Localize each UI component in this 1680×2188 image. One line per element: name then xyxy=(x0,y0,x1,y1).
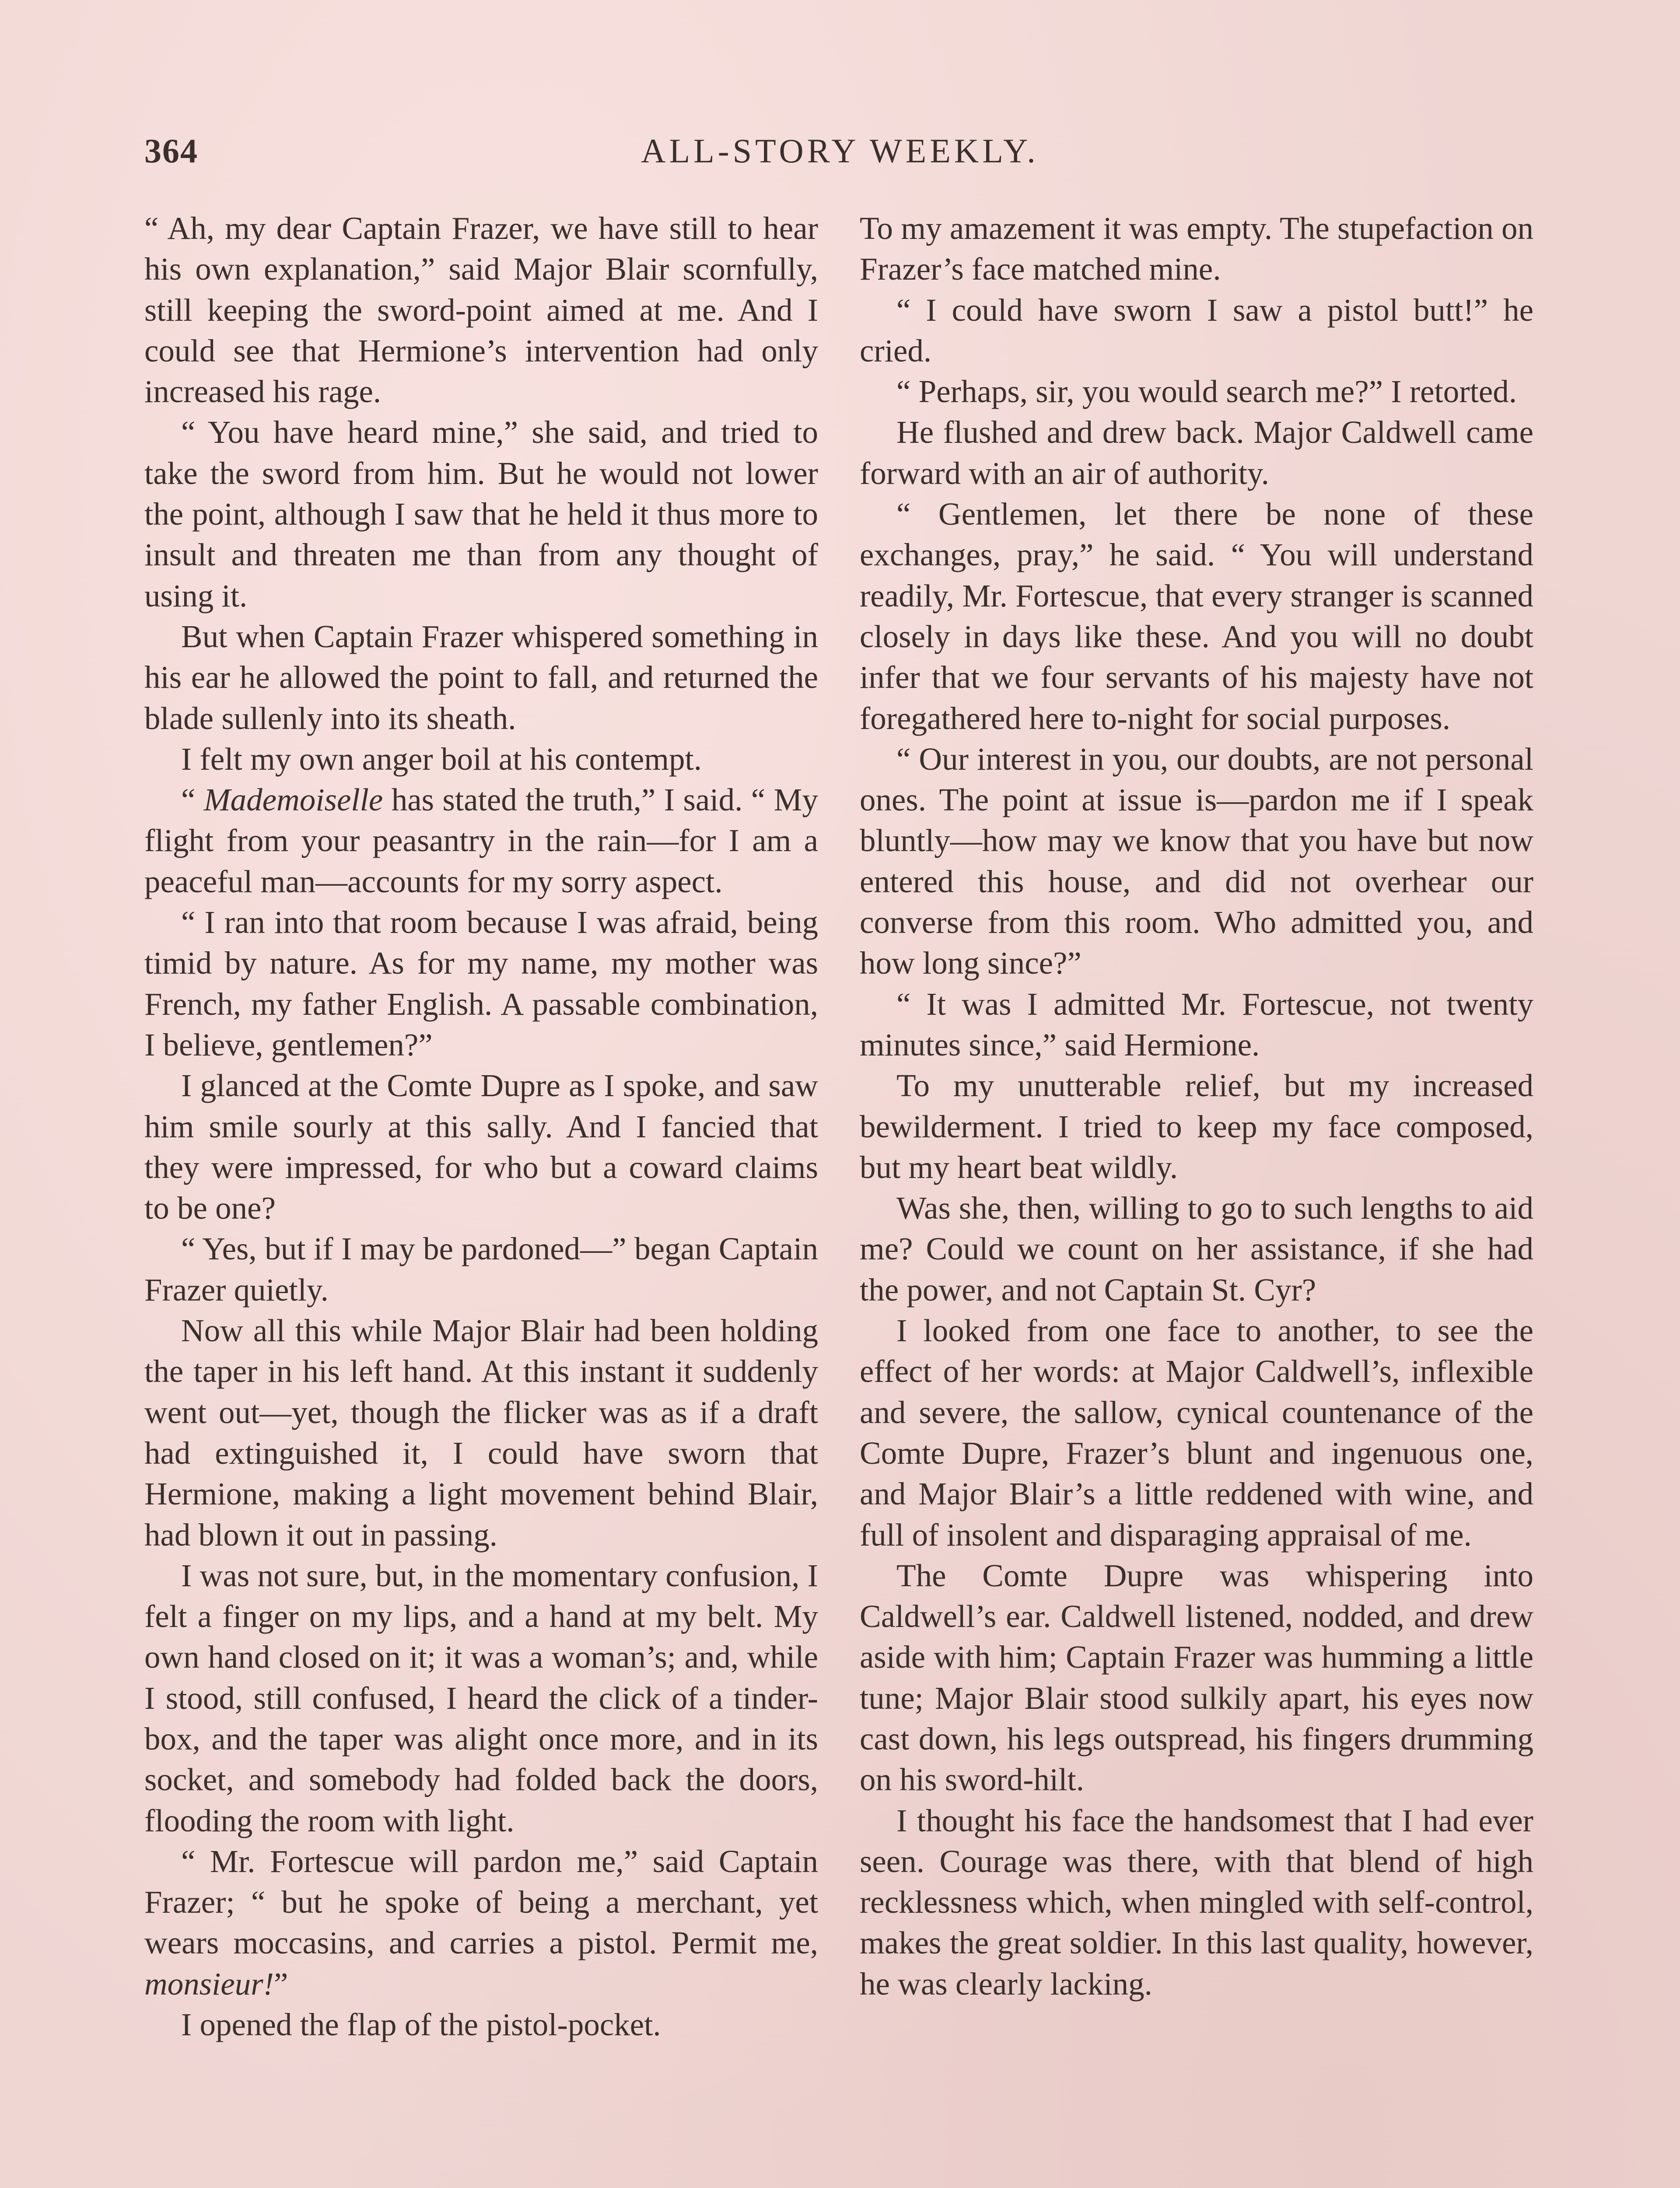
paragraph xyxy=(860,290,1533,372)
italic-text: monsieur! xyxy=(144,1966,274,2002)
paragraph-text: I was not sure, but, in the momentary confusion, I felt a finger on my lips, and a hand at my belt. My own hand closed on it; it was a woman’s; and, while I stood, still confused, I heard the click of a tinder-box, and the taper was alight once more, and in its socket, and somebody had folded back the doors, flooding the room with light. xyxy=(144,1557,818,1838)
paragraph xyxy=(860,1065,1533,1188)
paragraph-text: To my amazement it was empty. The stupefaction on Frazer’s face matched mine. xyxy=(860,210,1533,287)
paragraph-text: “ I ran into that room because I was afraid, being timid by nature. As for my name, my mother was French, my father English. A passable combination, I believe, gentlemen?” xyxy=(144,905,818,1062)
paragraph-text: I felt my own anger boil at his contempt. xyxy=(181,741,702,777)
paragraph xyxy=(860,1188,1533,1310)
paragraph xyxy=(144,616,818,739)
paragraph xyxy=(144,1555,818,1841)
paragraph xyxy=(860,371,1533,412)
paragraph-text: “ Our interest in you, our doubts, are not personal ones. The point at issue is—pardon me if I speak bluntly—how may we know that you have but now entered this house, and did not overhear our converse from this room. Who admitted you, and how long since?” xyxy=(860,741,1533,981)
paragraph-text: “ Ah, my dear Captain Frazer, we have still to hear his own explanation,” said Major Blair scornfully, still keeping the sword-point aimed at me. And I could see that Hermione’s intervention had only increased his rage. xyxy=(144,210,818,410)
paragraph xyxy=(144,1228,818,1310)
paragraph xyxy=(144,2004,818,2045)
page-number: 364 xyxy=(144,132,198,170)
paragraph xyxy=(860,739,1533,984)
paragraph xyxy=(144,1065,818,1228)
paragraph-text: “ Perhaps, sir, you would search me?” I retorted. xyxy=(896,374,1517,410)
paragraph-text: “ You have heard mine,” she said, and tried to take the sword from him. But he would not lower the point, although I saw that he held it thus more to insult and threaten me than from any thought of using it. xyxy=(144,414,818,614)
paragraph-text: I opened the flap of the pistol-pocket. xyxy=(181,2007,661,2043)
paragraph xyxy=(144,902,818,1065)
paragraph xyxy=(144,739,818,779)
running-title: ALL-STORY WEEKLY. xyxy=(641,132,1039,170)
paragraph xyxy=(144,208,818,412)
page-header xyxy=(144,131,1536,184)
paragraph-text: I glanced at the Comte Dupre as I spoke, and saw him smile sourly at this sally. And I fancied that they were impressed, for who but a coward claims to be one? xyxy=(144,1068,818,1226)
left-text-column xyxy=(144,208,818,2045)
paragraph-text: He flushed and drew back. Major Caldwell came forward with an air of authority. xyxy=(860,414,1533,491)
paragraph xyxy=(144,412,818,616)
paragraph-text: “ It was I admitted Mr. Fortescue, not twenty minutes since,” said Hermione. xyxy=(860,986,1533,1062)
paragraph-text: “ xyxy=(181,782,204,818)
paragraph xyxy=(144,779,818,902)
paragraph xyxy=(860,1310,1533,1555)
paragraph-text: “ Yes, but if I may be pardoned—” began Captain Frazer quietly. xyxy=(144,1231,818,1308)
right-text-column xyxy=(860,208,1533,2004)
paragraph xyxy=(144,1310,818,1555)
paragraph-text: “ Gentlemen, let there be none of these exchanges, pray,” he said. “ You will understand readily, Mr. Fortescue, that every stranger is scanned closely in days like these. And you will no doubt infer that we four servants of his majesty have not foregathered here to-night for social purposes. xyxy=(860,496,1533,736)
paragraph xyxy=(860,984,1533,1066)
paragraph-text: has stated the truth,” I said. “ My flight from your peasantry in the rain—for I am a peaceful man—accounts for my sorry aspect. xyxy=(144,782,818,899)
paragraph-text: I thought his face the handsomest that I had ever seen. Courage was there, with that blend of high recklessness which, when mingled with self-control, makes the great soldier. In this last quality, however, he was clearly lacking. xyxy=(860,1802,1533,2002)
paragraph-text: To my unutterable relief, but my increased bewilderment. I tried to keep my face composed, but my heart beat wildly. xyxy=(860,1068,1533,1185)
paragraph xyxy=(860,412,1533,494)
paragraph-text: “ I could have sworn I saw a pistol butt!” he cried. xyxy=(860,292,1533,368)
paragraph-text: The Comte Dupre was whispering into Caldwell’s ear. Caldwell listened, nodded, and drew aside with him; Captain Frazer was humming a little tune; Major Blair stood sulkily apart, his eyes now cast down, his legs outspread, his fingers drumming on his sword-hilt. xyxy=(860,1557,1533,1798)
paragraph-text: Now all this while Major Blair had been holding the taper in his left hand. At this instant it suddenly went out—yet, though the flicker was as if a draft had extinguished it, I could have sworn that Hermione, making a light movement behind Blair, had blown it out in passing. xyxy=(144,1313,818,1553)
paragraph xyxy=(860,1800,1533,2004)
paragraph xyxy=(144,1841,818,2004)
italic-text: Mademoiselle xyxy=(203,782,383,818)
paragraph xyxy=(860,1555,1533,1800)
paragraph xyxy=(860,208,1533,290)
paragraph-text: ” xyxy=(274,1966,288,2002)
paragraph-text: Was she, then, willing to go to such lengths to aid me? Could we count on her assistance, if she had the power, and not Captain St. Cyr? xyxy=(860,1190,1533,1308)
paragraph-text: I looked from one face to another, to see the effect of her words: at Major Caldwell’s, inflexible and severe, the sallow, cynical countenance of the Comte Dupre, Frazer’s blunt and ingenuous one, and Major Blair’s a little reddened with wine, and full of insolent and disparaging appraisal of me. xyxy=(860,1313,1533,1553)
paragraph xyxy=(860,494,1533,739)
paragraph-text: But when Captain Frazer whispered something in his ear he allowed the point to fall, and returned the blade sullenly into its sheath. xyxy=(144,618,818,736)
paragraph-text: “ Mr. Fortescue will pardon me,” said Captain Frazer; “ but he spoke of being a merchant, yet wears moccasins, and carries a pistol. Permit me, xyxy=(144,1843,818,1961)
